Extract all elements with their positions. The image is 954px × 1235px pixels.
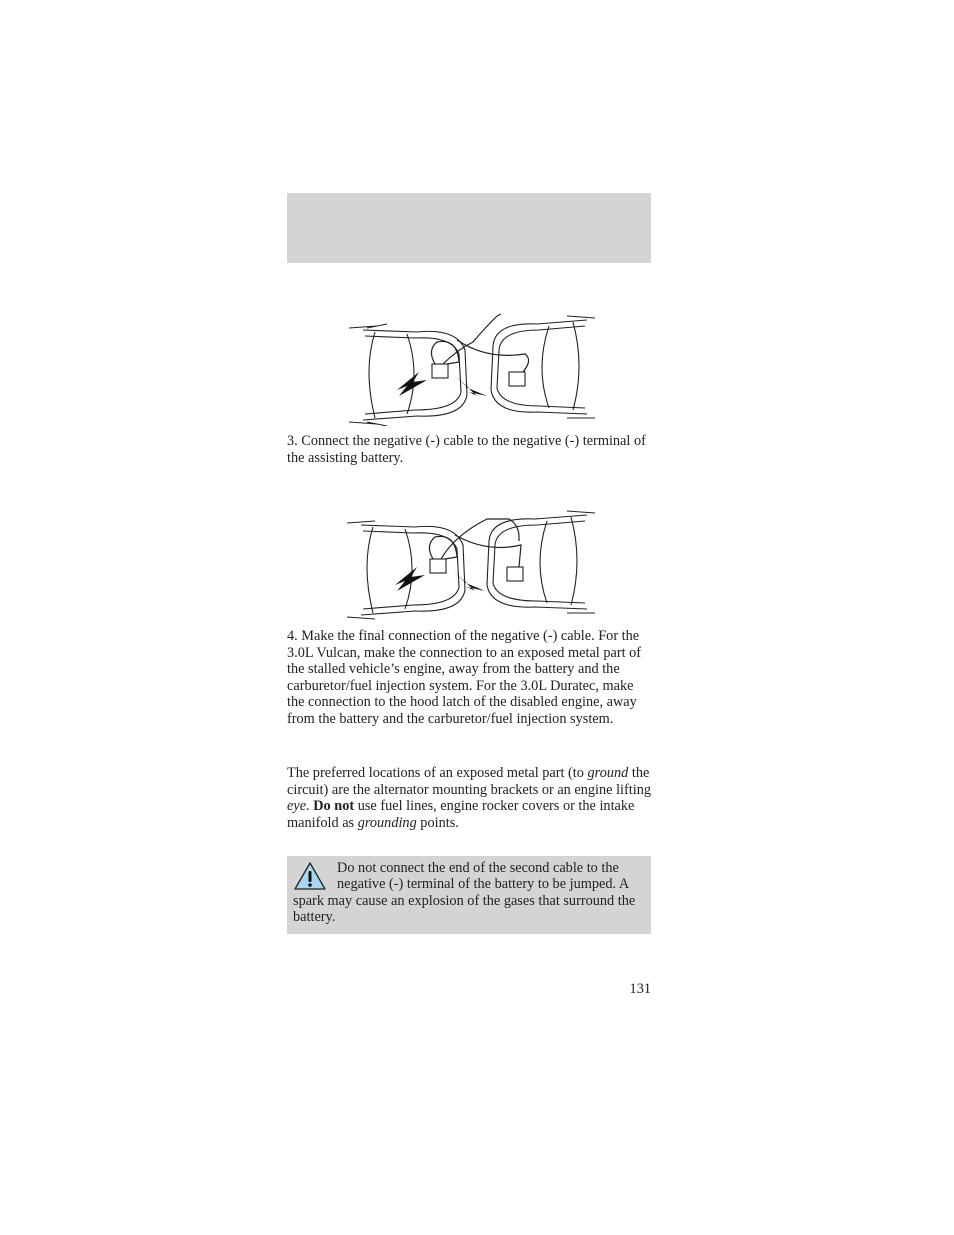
warning-triangle-icon <box>293 860 337 892</box>
text-run: points. <box>416 814 459 831</box>
italic-term-eye: eye <box>287 798 307 815</box>
vehicles-cable-illustration <box>287 310 651 426</box>
text-run: the circuit) are the alternator mounting brackets or an engine lifting <box>287 765 652 798</box>
vehicles-cable-illustration <box>287 505 651 621</box>
page-number: 131 <box>629 981 651 997</box>
bold-do-not: Do not <box>313 798 355 815</box>
text-run: The preferred locations of an exposed metal part (to <box>287 765 588 781</box>
warning-box <box>287 856 651 934</box>
grounding-locations-text <box>287 765 653 831</box>
italic-term-grounding: grounding <box>357 814 417 831</box>
step-3-text: 3. Connect the negative (-) cable to the negative (-) terminal of the assisting battery. <box>287 433 646 466</box>
italic-term-ground: ground <box>587 765 629 781</box>
text-run: . <box>306 798 314 815</box>
jump-start-diagram-2 <box>287 505 651 621</box>
jump-start-diagram-1 <box>287 310 651 426</box>
section-header-band <box>287 193 651 263</box>
warning-paragraph <box>293 860 645 926</box>
step-4-text: 4. Make the final connection of the negative (-) cable. For the 3.0L Vulcan, make the connection to an exposed metal part of the stalled vehicle’s engine, away from the battery and the carburetor/fuel injection system. For the 3.0L Duratec, make the connection to the hood latch of the disabled engine, away from the battery and the carburetor/fuel injection system. <box>287 628 642 727</box>
warning-text: Do not connect the end of the second cable to the negative (-) terminal of the battery to be jumped. A spark may cause an explosion of the gases that surround the battery. <box>293 860 636 926</box>
text-run: use fuel lines, engine rocker covers or the intake manifold as <box>287 798 635 831</box>
